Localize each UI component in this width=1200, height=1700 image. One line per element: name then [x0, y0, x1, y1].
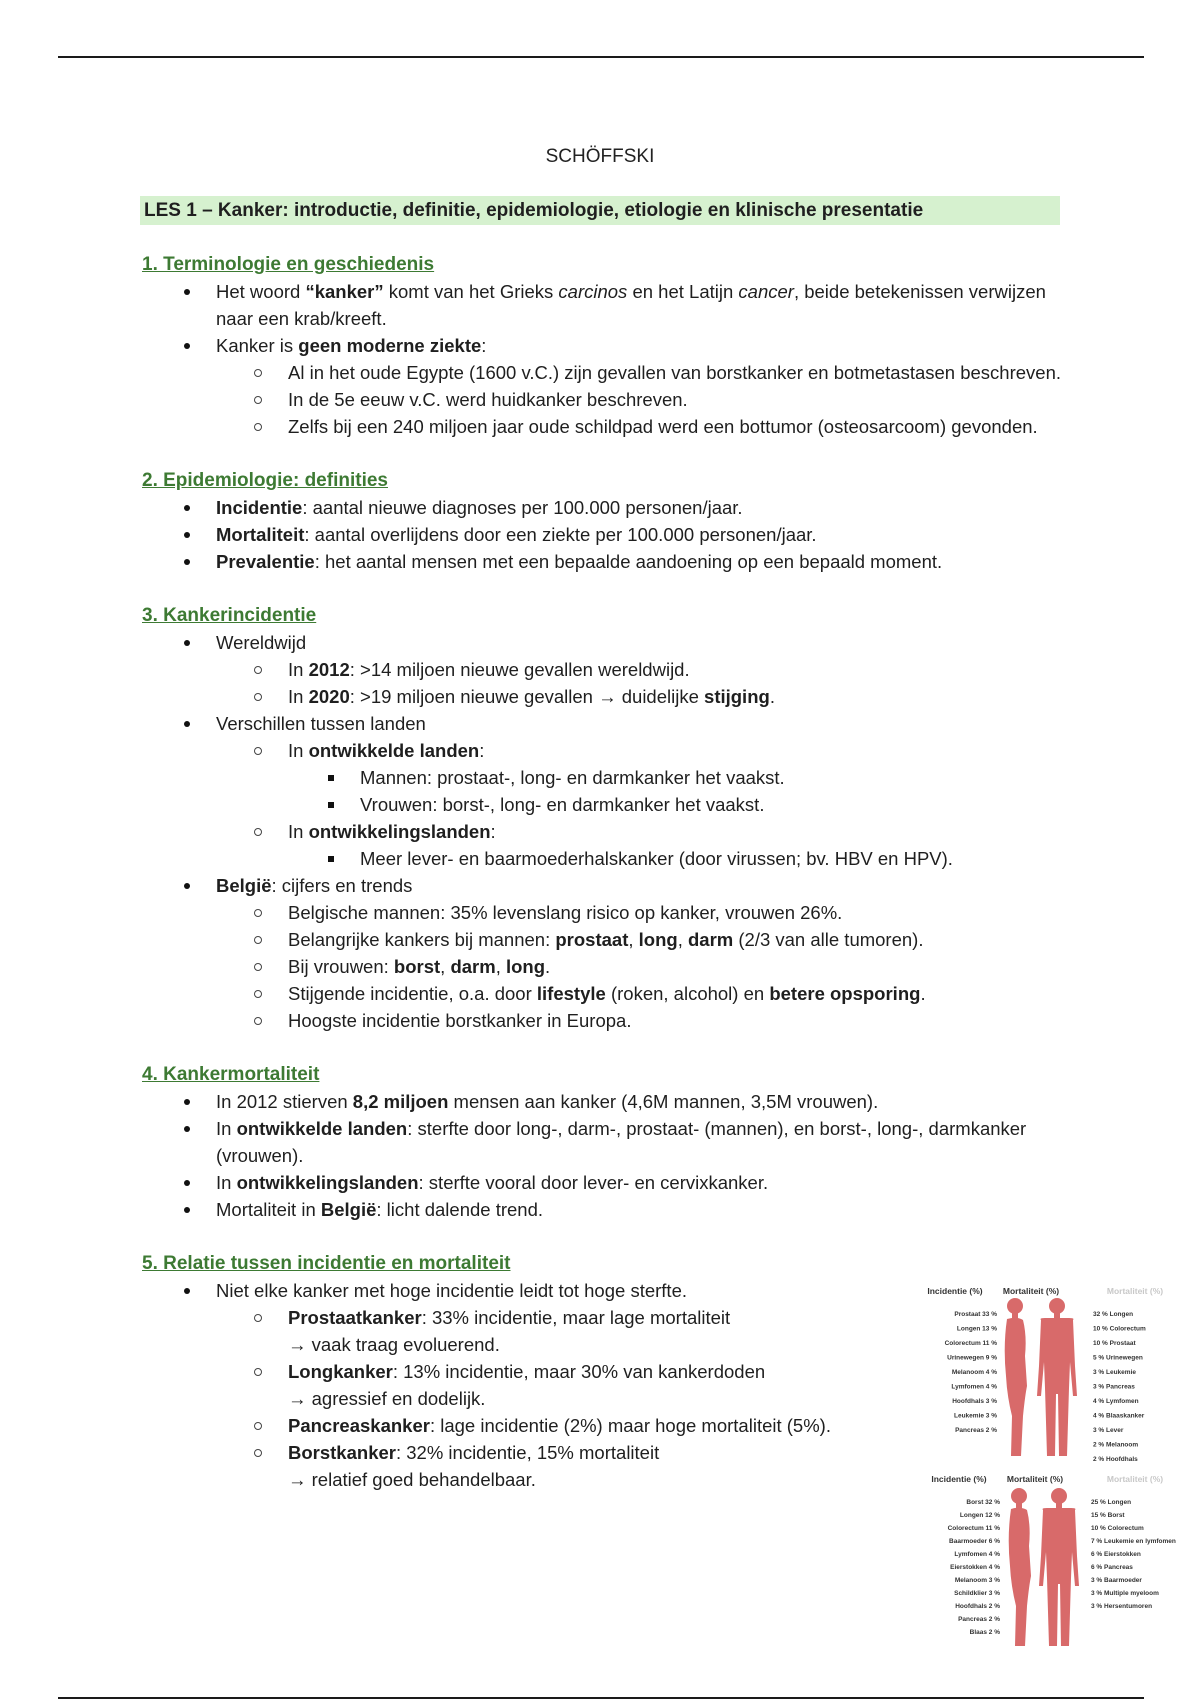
section-2-heading: 2. Epidemiologie: definities [142, 470, 388, 491]
men-mortality-label: 2 % Hoofdhals [1093, 1456, 1138, 1463]
list-item: Borstkanker: 32% incidentie, 15% mortaliteit → relatief goed behandelbaar. [142, 1439, 908, 1493]
list-item: Stijgende incidentie, o.a. door lifestyle (roken, alcohol) en betere opsporing. [142, 980, 1072, 1007]
men-incidence-label: Colorectum 11 % [944, 1340, 997, 1347]
men-body-front-figure [1037, 1298, 1077, 1456]
men-mortality-label: 5 % Urinewegen [1093, 1354, 1143, 1362]
bottom-rule [58, 1697, 1144, 1699]
women-mortality-header-faded: Mortaliteit (%) [1106, 1474, 1164, 1484]
belgium-sublist [142, 899, 1072, 1034]
men-mortality-label: 3 % Lever [1093, 1427, 1124, 1434]
men-incidence-label: Hoofdhals 3 % [952, 1398, 997, 1405]
women-incidence-label: Baarmoeder 6 % [949, 1538, 1000, 1545]
list-item: Verschillen tussen landen [142, 710, 1072, 737]
women-incidence-label: Blaas 2 % [969, 1629, 1000, 1636]
men-mortality-header: Mortaliteit (%) [1002, 1286, 1060, 1296]
women-incidence-label: Eierstokken 4 % [950, 1564, 1000, 1571]
women-incidence-header: Incidentie (%) [931, 1474, 987, 1484]
women-panel [931, 1474, 1176, 1646]
women-body-side-figure [1009, 1488, 1031, 1646]
men-mortality-label: 2 % Melanoom [1093, 1441, 1139, 1449]
women-mortality-label: 7 % Leukemie en lymfomen [1091, 1538, 1176, 1545]
men-mortality-label: 10 % Prostaat [1093, 1340, 1136, 1347]
lesson-title: LES 1 – Kanker: introductie, definitie, epidemiologie, etiologie en klinische presentatie [140, 196, 1060, 225]
men-incidence-label: Lymfomen 4 % [951, 1383, 997, 1391]
women-mortality-label: 25 % Longen [1091, 1499, 1132, 1506]
women-mortality-header: Mortaliteit (%) [1006, 1474, 1064, 1484]
list-item: Vrouwen: borst-, long- en darmkanker het vaakst. [142, 791, 1072, 818]
women-incidence-label: Lymfomen 4 % [954, 1551, 1000, 1558]
men-mortality-header-faded: Mortaliteit (%) [1106, 1286, 1164, 1296]
men-incidence-header: Incidentie (%) [927, 1286, 983, 1296]
list-item: Prostaatkanker: 33% incidentie, maar lage mortaliteit → vaak traag evoluerend. [142, 1304, 908, 1358]
section-3-heading: 3. Kankerincidentie [142, 605, 317, 626]
men-panel [927, 1286, 1163, 1463]
men-mortality-label: 3 % Leukemie [1093, 1369, 1136, 1376]
list-item: Belgische mannen: 35% levenslang risico op kanker, vrouwen 26%. [142, 899, 1072, 926]
section-2-list [142, 494, 1072, 575]
world-sublist [142, 656, 1072, 710]
list-item: Kanker is geen moderne ziekte: [142, 332, 1072, 359]
women-body-front-figure [1039, 1488, 1079, 1646]
devg-sublist [142, 818, 1072, 845]
women-mortality-label: 6 % Eierstokken [1091, 1551, 1141, 1558]
men-mortality-label: 32 % Longen [1093, 1311, 1134, 1318]
list-item: Wereldwijd [142, 629, 1072, 656]
men-incidence-label: Pancreas 2 % [955, 1427, 997, 1434]
incidence-mortality-figure [895, 1282, 1185, 1660]
list-item: Incidentie: aantal nieuwe diagnoses per 100.000 personen/jaar. [142, 494, 1072, 521]
women-incidence-label: Hoofdhals 2 % [955, 1603, 1000, 1610]
men-incidence-label: Prostaat 33 % [954, 1311, 997, 1318]
women-incidence-label: Colorectum 11 % [947, 1525, 1000, 1532]
women-incidence-label: Longen 12 % [959, 1512, 1000, 1519]
list-item: Niet elke kanker met hoge incidentie leidt tot hoge sterfte. [142, 1277, 1072, 1304]
women-incidence-label: Pancreas 2 % [958, 1616, 1000, 1623]
list-item: België: cijfers en trends [142, 872, 1072, 899]
list-item: Pancreaskanker: lage incidentie (2%) maar hoge mortaliteit (5%). [142, 1412, 1048, 1439]
list-item: In ontwikkelde landen: [142, 737, 1072, 764]
women-mortality-label: 3 % Multiple myeloom [1091, 1590, 1159, 1597]
men-mortality-label: 3 % Pancreas [1093, 1383, 1135, 1391]
page-header-author: SCHÖFFSKI [545, 146, 655, 167]
list-item: Bij vrouwen: borst, darm, long. [142, 953, 1072, 980]
section-5-heading: 5. Relatie tussen incidentie en mortaliteit [142, 1253, 511, 1274]
list-item: In 2020: >19 miljoen nieuwe gevallen → duidelijke stijging. [142, 683, 1072, 710]
dev-sublist [142, 737, 1072, 764]
section-3-list [142, 629, 1072, 656]
list-item: In 2012 stierven 8,2 miljoen mensen aan kanker (4,6M mannen, 3,5M vrouwen). [142, 1088, 1072, 1115]
list-item: Zelfs bij een 240 miljoen jaar oude schildpad werd een bottumor (osteosarcoom) gevonden. [142, 413, 1072, 440]
list-item: Mortaliteit in België: licht dalende trend. [142, 1196, 1072, 1223]
list-item: Het woord “kanker” komt van het Grieks carcinos en het Latijn cancer, beide betekenissen verwijzen naar een krab/kreeft. [142, 278, 1072, 332]
belgium-list [142, 872, 1072, 899]
list-item: Hoogste incidentie borstkanker in Europa. [142, 1007, 1072, 1034]
men-mortality-label: 4 % Blaaskanker [1093, 1412, 1145, 1420]
women-mortality-label: 15 % Borst [1091, 1512, 1125, 1519]
men-body-side-figure [1005, 1298, 1027, 1456]
men-mortality-label: 4 % Lymfomen [1093, 1398, 1139, 1405]
list-item: Al in het oude Egypte (1600 v.C.) zijn gevallen van borstkanker en botmetastasen beschreven. [142, 359, 1072, 386]
men-incidence-label: Longen 13 % [956, 1325, 997, 1333]
women-mortality-label: 6 % Pancreas [1091, 1564, 1133, 1571]
section-4-list [142, 1088, 1072, 1223]
men-incidence-label: Urinewegen 9 % [947, 1354, 997, 1362]
list-item: In ontwikkelingslanden: sterfte vooral door lever- en cervixkanker. [142, 1169, 1072, 1196]
women-mortality-label: 3 % Baarmoeder [1091, 1577, 1142, 1584]
women-incidence-label: Melanoom 3 % [954, 1577, 1000, 1584]
list-item: Longkanker: 13% incidentie, maar 30% van kankerdoden → agressief en dodelijk. [142, 1358, 908, 1412]
men-mortality-label: 10 % Colorectum [1093, 1325, 1146, 1333]
list-item: In ontwikkelingslanden: [142, 818, 1072, 845]
section-1-sublist [142, 359, 1072, 440]
section-4-heading: 4. Kankermortaliteit [142, 1064, 320, 1085]
list-item: Belangrijke kankers bij mannen: prostaat, long, darm (2/3 van alle tumoren). [142, 926, 1072, 953]
women-incidence-label: Schildklier 3 % [954, 1590, 1000, 1597]
diff-list [142, 710, 1072, 737]
list-item: Mortaliteit: aantal overlijdens door een ziekte per 100.000 personen/jaar. [142, 521, 1072, 548]
list-item: Prevalentie: het aantal mensen met een bepaalde aandoening op een bepaald moment. [142, 548, 1072, 575]
list-item: In ontwikkelde landen: sterfte door long-, darm-, prostaat- (mannen), en borst-, long-, darmkanker (vrouwen). [142, 1115, 1072, 1169]
top-rule [58, 56, 1144, 58]
section-1-list [142, 278, 1072, 359]
list-item: In 2012: >14 miljoen nieuwe gevallen wereldwijd. [142, 656, 1072, 683]
dev-items [142, 764, 1072, 818]
women-incidence-label: Borst 32 % [966, 1499, 1000, 1506]
women-mortality-label: 3 % Hersentumoren [1091, 1603, 1153, 1610]
list-item: Meer lever- en baarmoederhalskanker (door virussen; bv. HBV en HPV). [142, 845, 1072, 872]
list-item: Mannen: prostaat-, long- en darmkanker het vaakst. [142, 764, 1072, 791]
devg-items [142, 845, 1072, 872]
men-incidence-label: Melanoom 4 % [951, 1369, 997, 1376]
list-item: In de 5e eeuw v.C. werd huidkanker beschreven. [142, 386, 1072, 413]
men-incidence-label: Leukemie 3 % [954, 1412, 997, 1420]
section-1-heading: 1. Terminologie en geschiedenis [142, 254, 435, 275]
women-mortality-label: 10 % Colorectum [1091, 1525, 1144, 1532]
